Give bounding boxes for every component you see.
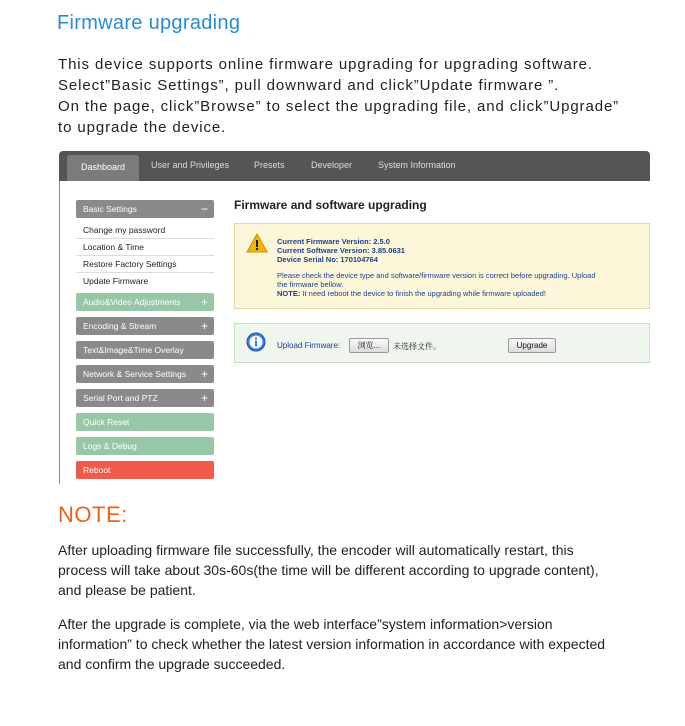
tab-dashboard[interactable]: Dashboard [67,155,139,181]
intro-line: On the page, click”Browse” to select the upgrading file, and click”Upgrade” [58,98,620,115]
sidebar-item-quick-reset[interactable] [76,413,214,431]
page-heading: Firmware upgrading [57,12,241,34]
divider [76,272,214,273]
software-version: Current Software Version: 3.85.0631 [277,246,405,255]
note-line: process will take about 30s-60s(the time will be different according to upgrade content), [58,562,599,578]
sidebar-section-label: Text&Image&Time Overlay [83,345,184,355]
sidebar-section-label: Basic Settings [83,204,137,214]
upload-label: Upload Firmware: [277,341,341,350]
expand-icon: + [200,319,208,333]
browse-button[interactable]: 浏览... [349,338,389,353]
expand-icon: + [200,295,208,309]
check-message: Please check the device type and software/firmware version is correct before upgrading. Upload [277,271,596,280]
sidebar-section-label: Serial Port and PTZ [83,393,158,403]
expand-icon: + [200,367,208,381]
sidebar-section-label: Audio&Video Adjustments [83,297,181,307]
version-info-box [234,223,650,309]
sidebar-item-logs-debug[interactable] [76,437,214,455]
web-ui-screenshot [59,151,650,484]
divider [76,255,214,256]
warning-icon [246,233,268,253]
sidebar-section-label: Logs & Debug [83,441,137,451]
intro-paragraph [58,54,683,138]
sidebar-link-location-time[interactable]: Location & Time [83,242,144,252]
tab-user-and-privileges[interactable]: User and Privileges [151,160,230,170]
note-text: It need reboot the device to finish the upgrading while firmware uploaded! [300,289,546,298]
sidebar-item-encoding-stream[interactable] [76,317,214,335]
reboot-note [277,289,546,298]
sidebar-item-serial-ptz[interactable] [76,389,214,407]
sidebar-section-label: Quick Reset [83,417,130,427]
note-line: After uploading firmware file successfully, the encoder will automatically restart, this [58,542,574,558]
check-message: the firmware bellow. [277,280,344,289]
sidebar-link-change-password[interactable]: Change my password [83,225,166,235]
note-line: After the upgrade is complete, via the web interface”system information>version [58,616,553,632]
sidebar-section-label: Encoding & Stream [83,321,157,331]
tab-developer[interactable]: Developer [311,160,353,170]
upload-box [234,323,650,363]
sidebar-link-restore-factory[interactable]: Restore Factory Settings [83,259,177,269]
note-line: and confirm the upgrade succeeded. [58,656,286,672]
collapse-icon: − [200,202,208,216]
sidebar [59,181,230,484]
sidebar-item-network-service[interactable] [76,365,214,383]
sidebar-link-update-firmware[interactable]: Update Firmware [83,276,149,286]
note-paragraph-2 [58,614,683,674]
sidebar-item-audio-video[interactable] [76,293,214,311]
top-navigation [59,151,650,181]
sidebar-section-label: Reboot [83,465,111,475]
note-line: information” to check whether the latest version information in accordance with expected [58,636,606,652]
tab-system-information[interactable]: System Information [378,160,456,170]
note-paragraph-1 [58,540,683,600]
upgrade-button[interactable]: Upgrade [508,338,556,353]
sidebar-item-reboot[interactable] [76,461,214,479]
sidebar-section-label: Network & Service Settings [83,369,186,379]
note-line: and please be patient. [58,582,196,598]
sidebar-item-text-image-overlay[interactable] [76,341,214,359]
expand-icon: + [200,391,208,405]
note-label: NOTE: [277,289,301,298]
tab-presets[interactable]: Presets [254,160,285,170]
intro-line: This device supports online firmware upgrading for upgrading software. [58,56,593,73]
sidebar-basic-settings[interactable] [76,200,214,218]
firmware-version: Current Firmware Version: 2.5.0 [277,237,390,246]
divider [76,238,214,239]
note-heading: NOTE: [58,502,128,527]
no-file-text: 未选择文件。 [393,342,441,351]
serial-number: Device Serial No: 170104764 [277,255,378,264]
info-icon [246,332,266,352]
intro-line: to upgrade the device. [58,119,227,136]
main-title: Firmware and software upgrading [234,198,427,212]
intro-line: Select”Basic Settings”, pull downward and click”Update firmware ”. [58,77,560,94]
